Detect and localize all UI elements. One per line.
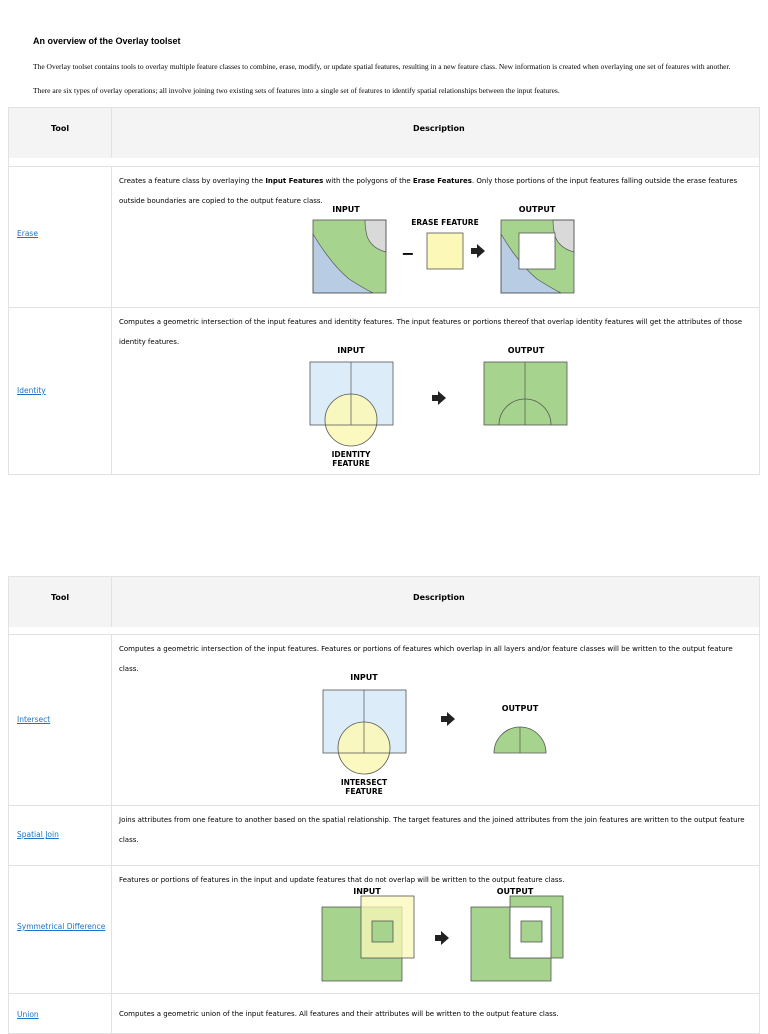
diagram-feature-label-line2: FEATURE: [332, 459, 370, 468]
erase-diagram: [301, 204, 601, 304]
intersect-diagram: [319, 671, 579, 801]
spatial-join-link[interactable]: Spatial Join: [17, 830, 59, 839]
table-row-erase: [9, 166, 759, 307]
symmetrical-difference-description: Features or portions of features in the input and update features that do not overlap will be written to the output feature class.: [119, 876, 565, 884]
intersect-description: Computes a geometric intersection of the input features. Features or portions of features which overlap in all layers and/or feature classes will be written to the output feature class.: [119, 645, 733, 673]
diagram-output-label: OUTPUT: [501, 704, 539, 713]
description-cell: [111, 635, 759, 805]
diagram-output-label: OUTPUT: [518, 205, 556, 214]
erase-input-square: [313, 220, 386, 293]
description-cell: [111, 994, 759, 1033]
erase-output-square: [501, 220, 574, 293]
arrow-icon: [435, 931, 449, 945]
table-header-row: [9, 577, 759, 627]
identity-diagram: [306, 344, 586, 472]
intersect-output-shape: [494, 727, 546, 753]
diagram-feature-label-line1: INTERSECT: [340, 778, 388, 787]
header-tool-label: Tool: [51, 124, 70, 133]
intro-paragraph: The Overlay toolset contains tools to overlay multiple feature classes to combine, erase, modify, or update spatial features, resulting in a new feature class. New information is created when overlaying one set of features with another. There are six types of overlay operations; all involve joining two existing sets of features into a single set of features to identify spatial relationships between the input features.: [33, 62, 731, 95]
tool-cell: [9, 806, 112, 865]
tool-cell: [9, 635, 112, 805]
diagram-output-label: OUTPUT: [496, 887, 534, 896]
overlay-table-2: [8, 576, 760, 1034]
table-row-spatial-join: [9, 805, 759, 865]
identity-description: Computes a geometric intersection of the input features and identity features. The input features or portions thereof that overlap identity features will get the attributes of those identity features.: [119, 318, 743, 346]
tool-cell: [9, 866, 112, 993]
header-description-label: Description: [413, 593, 465, 602]
tool-cell: [9, 994, 112, 1033]
page-title: An overview of the Overlay toolset: [33, 36, 181, 46]
arrow-icon: [471, 244, 485, 258]
tool-cell: [9, 167, 112, 307]
symmetrical-difference-diagram: [311, 886, 571, 992]
table-row-identity: [9, 307, 759, 474]
diagram-output-label: OUTPUT: [507, 346, 545, 355]
diagram-input-label: INPUT: [332, 205, 360, 214]
symdiff-input-shape: [322, 896, 414, 981]
header-tool-cell: [9, 577, 112, 627]
header-description-cell: [111, 108, 759, 158]
diagram-erase-feature-label: ERASE FEATURE: [411, 218, 479, 227]
diagram-input-label: INPUT: [337, 346, 365, 355]
arrow-icon: [432, 391, 446, 405]
description-cell: [111, 806, 759, 865]
union-link[interactable]: Union: [17, 1010, 39, 1019]
erase-description: Creates a feature class by overlaying the Input Features with the polygons of the Erase Features. Only those portions of the input features falling outside the erase features outside boundaries are copied to the output feature class.: [119, 177, 738, 205]
identity-output-shape: [484, 362, 567, 425]
intersect-input-shape: [323, 690, 406, 774]
table-header-row: [9, 108, 759, 158]
spatial-join-description: Joins attributes from one feature to another based on the spatial relationship. The target features and the joined attributes from the join features are written to the output feature class.: [119, 816, 745, 844]
tool-cell: [9, 308, 112, 474]
description-cell: [111, 308, 759, 474]
identity-link[interactable]: Identity: [17, 386, 46, 395]
diagram-feature-label-line2: FEATURE: [345, 787, 383, 796]
erase-feature-square: [427, 233, 463, 269]
table-row-union: [9, 993, 759, 1033]
union-description: Computes a geometric union of the input features. All features and their attributes will be written to the output feature class.: [119, 1010, 559, 1018]
table-row-symmetrical-difference: [9, 865, 759, 993]
identity-input-shape: [310, 362, 393, 446]
table-row-intersect: [9, 634, 759, 805]
description-cell: [111, 167, 759, 307]
header-tool-label: Tool: [51, 593, 70, 602]
arrow-icon: [441, 712, 455, 726]
diagram-input-label: INPUT: [353, 887, 381, 896]
diagram-input-label: INPUT: [350, 673, 378, 682]
symdiff-output-shape: [471, 896, 563, 981]
minus-sign: −: [401, 244, 415, 263]
header-tool-cell: [9, 108, 112, 158]
header-description-cell: [111, 577, 759, 627]
overlay-table-1: [8, 107, 760, 475]
header-description-label: Description: [413, 124, 465, 133]
intersect-link[interactable]: Intersect: [17, 715, 51, 724]
description-cell: [111, 866, 759, 993]
erase-link[interactable]: Erase: [17, 229, 38, 238]
diagram-feature-label-line1: IDENTITY: [331, 450, 371, 459]
symmetrical-difference-link[interactable]: Symmetrical Difference: [17, 922, 106, 931]
